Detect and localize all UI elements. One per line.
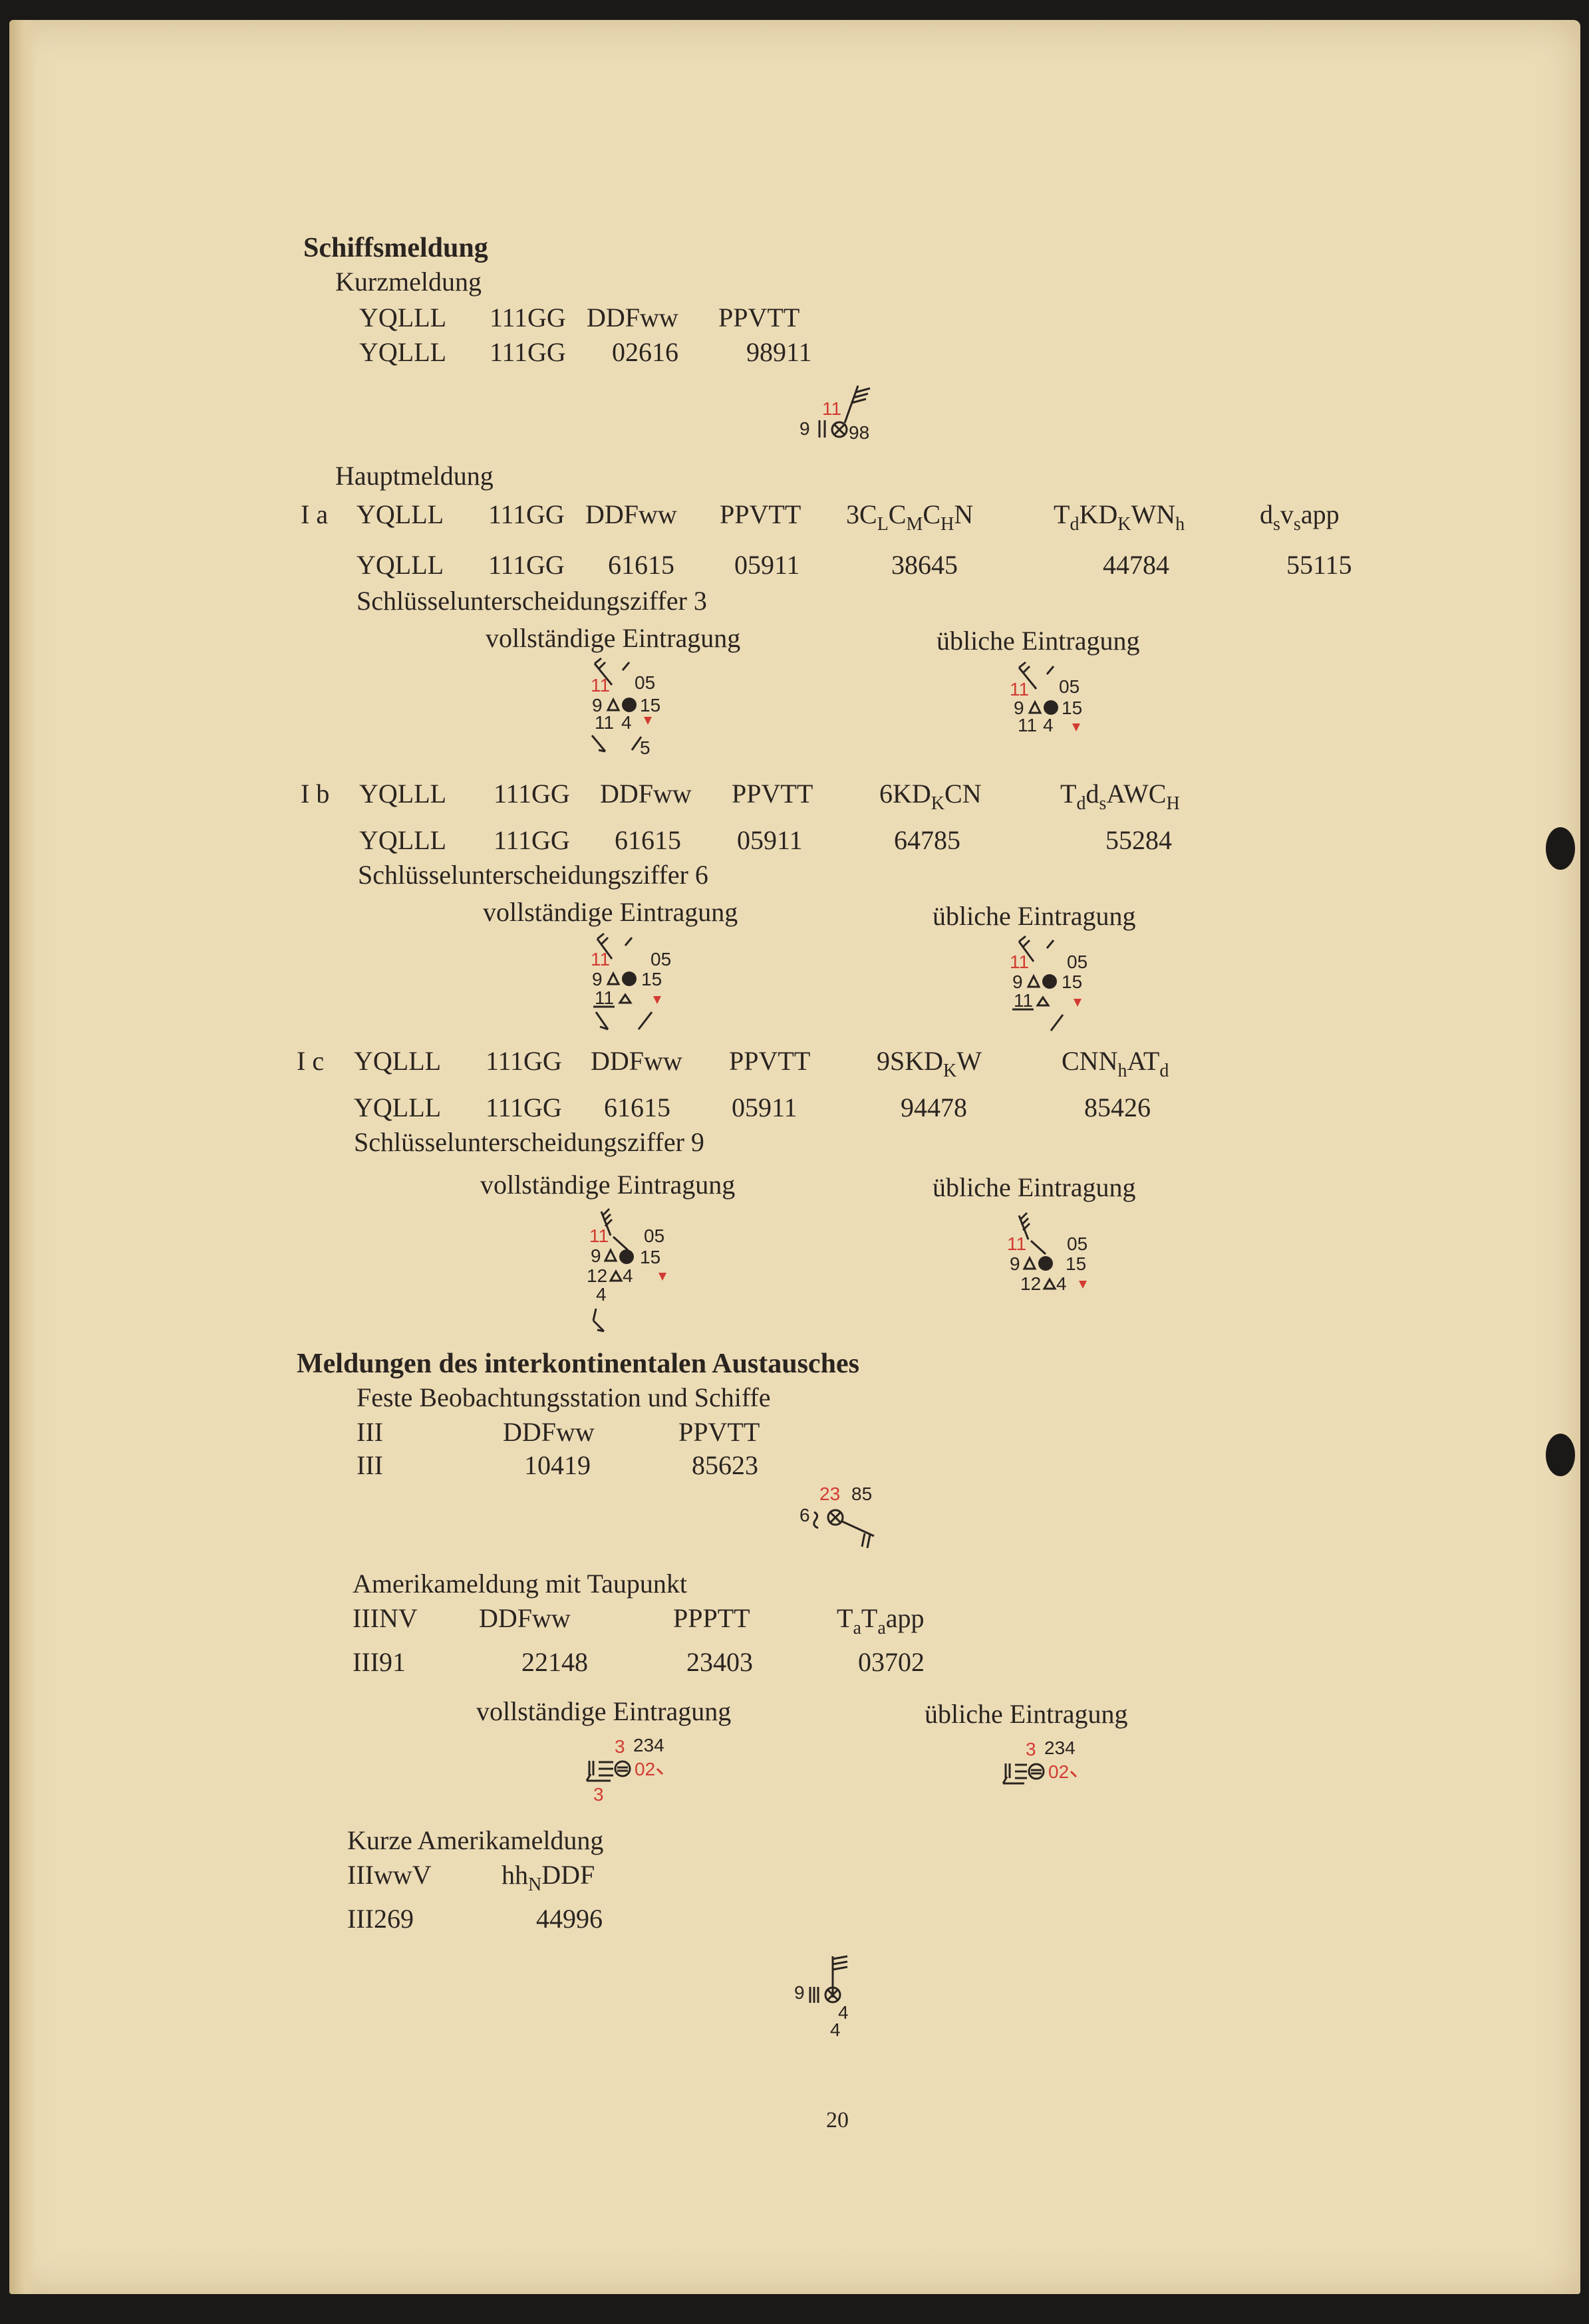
value: 22148 bbox=[521, 1647, 588, 1677]
station-number: 4 bbox=[596, 1284, 607, 1305]
code: YQLLL bbox=[359, 779, 447, 809]
code: $T_aT_aapp$ bbox=[837, 1603, 925, 1638]
punch-hole bbox=[1546, 827, 1575, 870]
station-number: 9 bbox=[592, 695, 603, 715]
station-model-symbol bbox=[588, 934, 688, 1040]
key-digit-label: Schlüsselunterscheidungsziffer 3 bbox=[357, 586, 707, 616]
code: PPVTT bbox=[729, 1046, 811, 1076]
code: DDFww bbox=[479, 1603, 571, 1633]
station-number: 4 bbox=[830, 2019, 841, 2040]
code: YQLLL bbox=[357, 499, 444, 529]
station-number: 3 bbox=[593, 1784, 604, 1805]
station-number: 5 bbox=[640, 737, 650, 758]
station-number: 11 bbox=[1007, 1233, 1027, 1254]
code: YQLLL bbox=[354, 1046, 442, 1076]
station-model-symbol bbox=[1000, 1737, 1100, 1797]
row-tag: I b bbox=[301, 779, 330, 809]
station-number: 9 bbox=[1014, 698, 1024, 718]
value: 05911 bbox=[732, 1093, 797, 1122]
code: DDFww bbox=[503, 1417, 595, 1447]
value: III bbox=[357, 1450, 383, 1480]
code: $CNN_hAT_d$ bbox=[1062, 1046, 1169, 1081]
punch-hole bbox=[1546, 1434, 1575, 1476]
station-number: 15 bbox=[1066, 1253, 1087, 1274]
value: 64785 bbox=[894, 825, 960, 855]
station-number: 11 bbox=[822, 398, 842, 419]
value: 38645 bbox=[891, 550, 958, 580]
station-number: 9 bbox=[799, 418, 810, 439]
station-number: 3 bbox=[1026, 1739, 1036, 1759]
code: III bbox=[357, 1417, 383, 1447]
station-model-symbol bbox=[585, 658, 692, 765]
section-heading: Meldungen des interkontinentalen Austausches bbox=[297, 1349, 859, 1379]
station-number: 234 bbox=[1044, 1738, 1076, 1758]
value: 85426 bbox=[1084, 1093, 1151, 1122]
station-number: 12 bbox=[587, 1265, 608, 1286]
station-number: 9 bbox=[1012, 971, 1023, 992]
station-number: 15 bbox=[1062, 698, 1083, 718]
value: 44996 bbox=[536, 1904, 603, 1934]
station-number: 4 bbox=[623, 1265, 633, 1286]
code: 111GG bbox=[486, 1046, 562, 1076]
station-number: 11 bbox=[1010, 952, 1030, 972]
station-number: 11 bbox=[591, 675, 611, 696]
value: 55284 bbox=[1105, 825, 1172, 855]
code: IIINV bbox=[353, 1603, 418, 1633]
station-number: 9 bbox=[592, 969, 603, 989]
station-number: 11 bbox=[1014, 990, 1034, 1011]
value: 10419 bbox=[524, 1450, 591, 1480]
row-tag: I c bbox=[297, 1046, 325, 1076]
value: 61615 bbox=[604, 1093, 670, 1122]
code: 111GG bbox=[488, 499, 565, 529]
station-number: 11 bbox=[1010, 679, 1030, 700]
code: $6KD_KCN$ bbox=[879, 779, 982, 814]
station-number: 85 bbox=[851, 1484, 873, 1504]
code: $9SKD_KW$ bbox=[877, 1046, 982, 1081]
value: 94478 bbox=[901, 1093, 967, 1122]
code: $d_sv_sapp$ bbox=[1260, 499, 1340, 535]
code: PPVTT bbox=[678, 1417, 760, 1447]
value: 111GG bbox=[494, 825, 570, 855]
code: IIIwwV bbox=[347, 1860, 432, 1890]
entry-label: übliche Eintragung bbox=[933, 1172, 1136, 1202]
page-number: 20 bbox=[826, 2108, 849, 2132]
section-heading: Schiffsmeldung bbox=[303, 233, 488, 263]
station-number: 12 bbox=[1020, 1273, 1042, 1294]
station-model-symbol bbox=[792, 1946, 871, 2045]
code: PPPTT bbox=[673, 1603, 750, 1633]
value: 55115 bbox=[1286, 550, 1352, 580]
station-number: 6 bbox=[799, 1505, 810, 1525]
value: 05911 bbox=[734, 550, 800, 580]
station-model-symbol bbox=[795, 1480, 895, 1553]
value: 23403 bbox=[686, 1647, 753, 1677]
code: 111GG bbox=[494, 779, 570, 809]
station-number: 05 bbox=[635, 672, 656, 693]
station-number: 11 bbox=[595, 987, 615, 1008]
station-number: 9 bbox=[794, 1982, 805, 2003]
value: YQLLL bbox=[357, 550, 444, 580]
station-number: 05 bbox=[1067, 952, 1088, 972]
code: DDFww bbox=[591, 1046, 682, 1076]
key-digit-label: Schlüsselunterscheidungsziffer 9 bbox=[354, 1127, 704, 1157]
value: 61615 bbox=[608, 550, 674, 580]
subsection-label: Kurze Amerikameldung bbox=[347, 1825, 604, 1855]
value: 44784 bbox=[1103, 550, 1169, 580]
station-number: 05 bbox=[650, 949, 672, 969]
code: $T_dd_sAWC_H$ bbox=[1060, 779, 1180, 814]
code: YQLLL bbox=[359, 303, 447, 332]
entry-label: vollständige Eintragung bbox=[476, 1696, 732, 1726]
station-number: 4 bbox=[1043, 715, 1054, 735]
station-number: 02 bbox=[1048, 1761, 1070, 1782]
entry-label: übliche Eintragung bbox=[925, 1699, 1128, 1729]
station-model-symbol bbox=[584, 1734, 684, 1807]
station-number: 98 bbox=[849, 422, 870, 443]
key-digit-label: Schlüsselunterscheidungsziffer 6 bbox=[358, 860, 708, 890]
value: YQLLL bbox=[359, 337, 447, 367]
station-number: 234 bbox=[633, 1735, 664, 1755]
station-number: 3 bbox=[615, 1736, 625, 1757]
value: 111GG bbox=[488, 550, 565, 580]
value: 05911 bbox=[737, 825, 803, 855]
subsection-label: Hauptmeldung bbox=[335, 461, 494, 491]
code: PPVTT bbox=[718, 303, 800, 332]
station-number: 15 bbox=[640, 695, 661, 715]
station-model-symbol bbox=[792, 379, 898, 446]
station-number: 11 bbox=[589, 1226, 609, 1246]
value: 02616 bbox=[612, 337, 678, 367]
value: III269 bbox=[347, 1904, 414, 1934]
station-number: 15 bbox=[640, 1247, 661, 1267]
station-model-symbol bbox=[1004, 1213, 1104, 1306]
code: DDFww bbox=[587, 303, 678, 332]
code: PPVTT bbox=[732, 779, 813, 809]
station-number: 9 bbox=[591, 1245, 601, 1266]
value: III91 bbox=[353, 1647, 406, 1677]
station-number: 11 bbox=[595, 712, 615, 733]
station-number: 15 bbox=[1062, 971, 1083, 992]
station-number: 05 bbox=[1067, 1233, 1088, 1254]
subsection-label: Kurzmeldung bbox=[335, 267, 482, 297]
station-model-symbol bbox=[1010, 662, 1116, 749]
value: 111GG bbox=[486, 1093, 562, 1122]
value: 85623 bbox=[692, 1450, 758, 1480]
subsection-label: Feste Beobachtungsstation und Schiffe bbox=[357, 1382, 771, 1412]
value: YQLLL bbox=[359, 825, 447, 855]
page-edge bbox=[9, 20, 36, 2294]
entry-label: übliche Eintragung bbox=[933, 901, 1136, 931]
code: $hh_NDDF$ bbox=[502, 1860, 595, 1895]
station-number: 05 bbox=[644, 1226, 665, 1246]
station-number: 4 bbox=[838, 2002, 849, 2023]
code: DDFww bbox=[585, 499, 677, 529]
station-number: 02 bbox=[635, 1759, 656, 1779]
station-number: 23 bbox=[819, 1484, 841, 1504]
station-model-symbol bbox=[587, 1209, 686, 1335]
entry-label: vollständige Eintragung bbox=[480, 1170, 736, 1200]
row-tag: I a bbox=[301, 499, 329, 529]
value: 61615 bbox=[615, 825, 681, 855]
entry-label: vollständige Eintragung bbox=[483, 897, 738, 927]
subsection-label: Amerikameldung mit Taupunkt bbox=[353, 1569, 688, 1599]
code: PPVTT bbox=[720, 499, 801, 529]
code: $T_dKD_KWN_h$ bbox=[1054, 499, 1185, 535]
station-number: 05 bbox=[1059, 676, 1080, 697]
station-model-symbol bbox=[1010, 936, 1109, 1043]
code: $3C_LC_MC_HN$ bbox=[846, 499, 974, 535]
entry-label: vollständige Eintragung bbox=[486, 623, 741, 653]
value: 98911 bbox=[746, 337, 812, 367]
entry-label: übliche Eintragung bbox=[937, 626, 1140, 656]
value: 111GG bbox=[490, 337, 566, 367]
station-number: 9 bbox=[1010, 1253, 1020, 1274]
value: 03702 bbox=[858, 1647, 925, 1677]
value: YQLLL bbox=[354, 1093, 442, 1122]
code: 111GG bbox=[490, 303, 566, 332]
station-number: 15 bbox=[641, 969, 662, 989]
station-number: 4 bbox=[621, 712, 632, 733]
station-number: 11 bbox=[591, 949, 611, 969]
code: DDFww bbox=[600, 779, 692, 809]
station-number: 4 bbox=[1056, 1273, 1067, 1294]
station-number: 11 bbox=[1018, 715, 1038, 735]
